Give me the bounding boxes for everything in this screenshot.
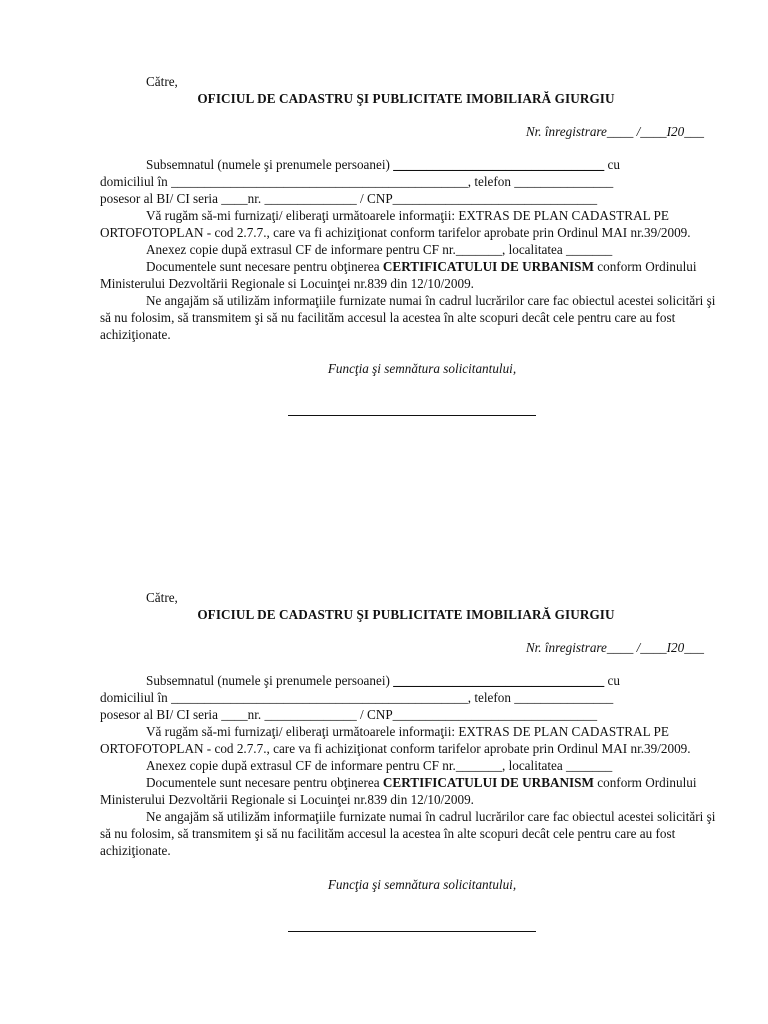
commitment-paragraph: Ne angajăm să utilizăm informaţiile furnizate numai în cadrul lucrărilor care fac obiectul acestei solicitări şi să nu folosim, să transmitem şi să nu facilităm accesul la acestea în alte scopuri decât cele pentru care au fost achiziţionate.: [100, 809, 716, 858]
applicant-name-line: [100, 672, 724, 689]
salutation: Către,: [146, 74, 178, 89]
purpose-text-b: conform Ordinului Ministerului Dezvoltării Regionale si Locuinţei nr.839 din 12/10/2009.: [100, 775, 697, 807]
signature-line: [288, 931, 536, 932]
purpose-paragraph: [100, 774, 724, 808]
office-name: OFICIUL DE CADASTRU ŞI PUBLICITATE IMOBILIARĂ GIURGIU: [197, 91, 615, 106]
request-paragraph: Vă rugăm să-mi furnizaţi/ eliberaţi următoarele informaţii: EXTRAS DE PLAN CADASTRAL PE ORTOFOTOPLAN - cod 2.7.7., care va fi achiziţionat conform tarifelor aprobate prin Ordinul MAI nr.39/2009.: [100, 208, 691, 240]
address-phone-line: domiciliul în _____________________________________________, telefon _______________: [100, 174, 614, 189]
applicant-name-label: Subsemnatul (numele şi prenumele persoanei): [146, 157, 394, 172]
signature-label: Funcţia şi semnătura solicitantului,: [327, 877, 517, 892]
applicant-details: [100, 156, 724, 343]
id-document-line: posesor al BI/ CI seria ____nr. ______________ / CNP_______________________________: [100, 191, 598, 206]
purpose-text-a: Documentele sunt necesare pentru obţinerea: [146, 259, 383, 274]
signature-line: [288, 415, 536, 416]
signature-label: Funcţia şi semnătura solicitantului,: [327, 361, 517, 376]
applicant-name-suffix: cu: [604, 157, 620, 172]
id-document-line: posesor al BI/ CI seria ____nr. ______________ / CNP_______________________________: [100, 707, 598, 722]
applicant-name-suffix: cu: [604, 673, 620, 688]
certificate-name: CERTIFICATULUI DE URBANISM: [382, 259, 594, 274]
request-paragraph: Vă rugăm să-mi furnizaţi/ eliberaţi următoarele informaţii: EXTRAS DE PLAN CADASTRAL PE ORTOFOTOPLAN - cod 2.7.7., care va fi achiziţionat conform tarifelor aprobate prin Ordinul MAI nr.39/2009.: [100, 724, 691, 756]
applicant-name-line: [100, 156, 724, 173]
salutation: Către,: [146, 590, 178, 605]
applicant-name-label: Subsemnatul (numele şi prenumele persoanei): [146, 673, 394, 688]
purpose-paragraph: [100, 258, 724, 292]
certificate-name: CERTIFICATULUI DE URBANISM: [382, 775, 594, 790]
annex-paragraph: Anexez copie după extrasul CF de informare pentru CF nr._______, localitatea _______: [146, 242, 613, 257]
request-form-2: [100, 589, 724, 932]
registration-number-field: Nr. înregistrare____ /____I20___: [525, 640, 704, 655]
request-form-1: [100, 73, 724, 416]
applicant-name-blank: ________________________________: [393, 673, 605, 688]
commitment-paragraph: Ne angajăm să utilizăm informaţiile furnizate numai în cadrul lucrărilor care fac obiectul acestei solicitări şi să nu folosim, să transmitem şi să nu facilităm accesul la acestea în alte scopuri decât cele pentru care au fost achiziţionate.: [100, 293, 716, 342]
registration-number-field: Nr. înregistrare____ /____I20___: [525, 124, 704, 139]
office-name: OFICIUL DE CADASTRU ŞI PUBLICITATE IMOBILIARĂ GIURGIU: [197, 607, 615, 622]
purpose-text-b: conform Ordinului Ministerului Dezvoltării Regionale si Locuinţei nr.839 din 12/10/2009.: [100, 259, 697, 291]
purpose-text-a: Documentele sunt necesare pentru obţinerea: [146, 775, 383, 790]
address-phone-line: domiciliul în _____________________________________________, telefon _______________: [100, 690, 614, 705]
applicant-details: [100, 672, 724, 859]
annex-paragraph: Anexez copie după extrasul CF de informare pentru CF nr._______, localitatea _______: [146, 758, 613, 773]
applicant-name-blank: ________________________________: [393, 157, 605, 172]
